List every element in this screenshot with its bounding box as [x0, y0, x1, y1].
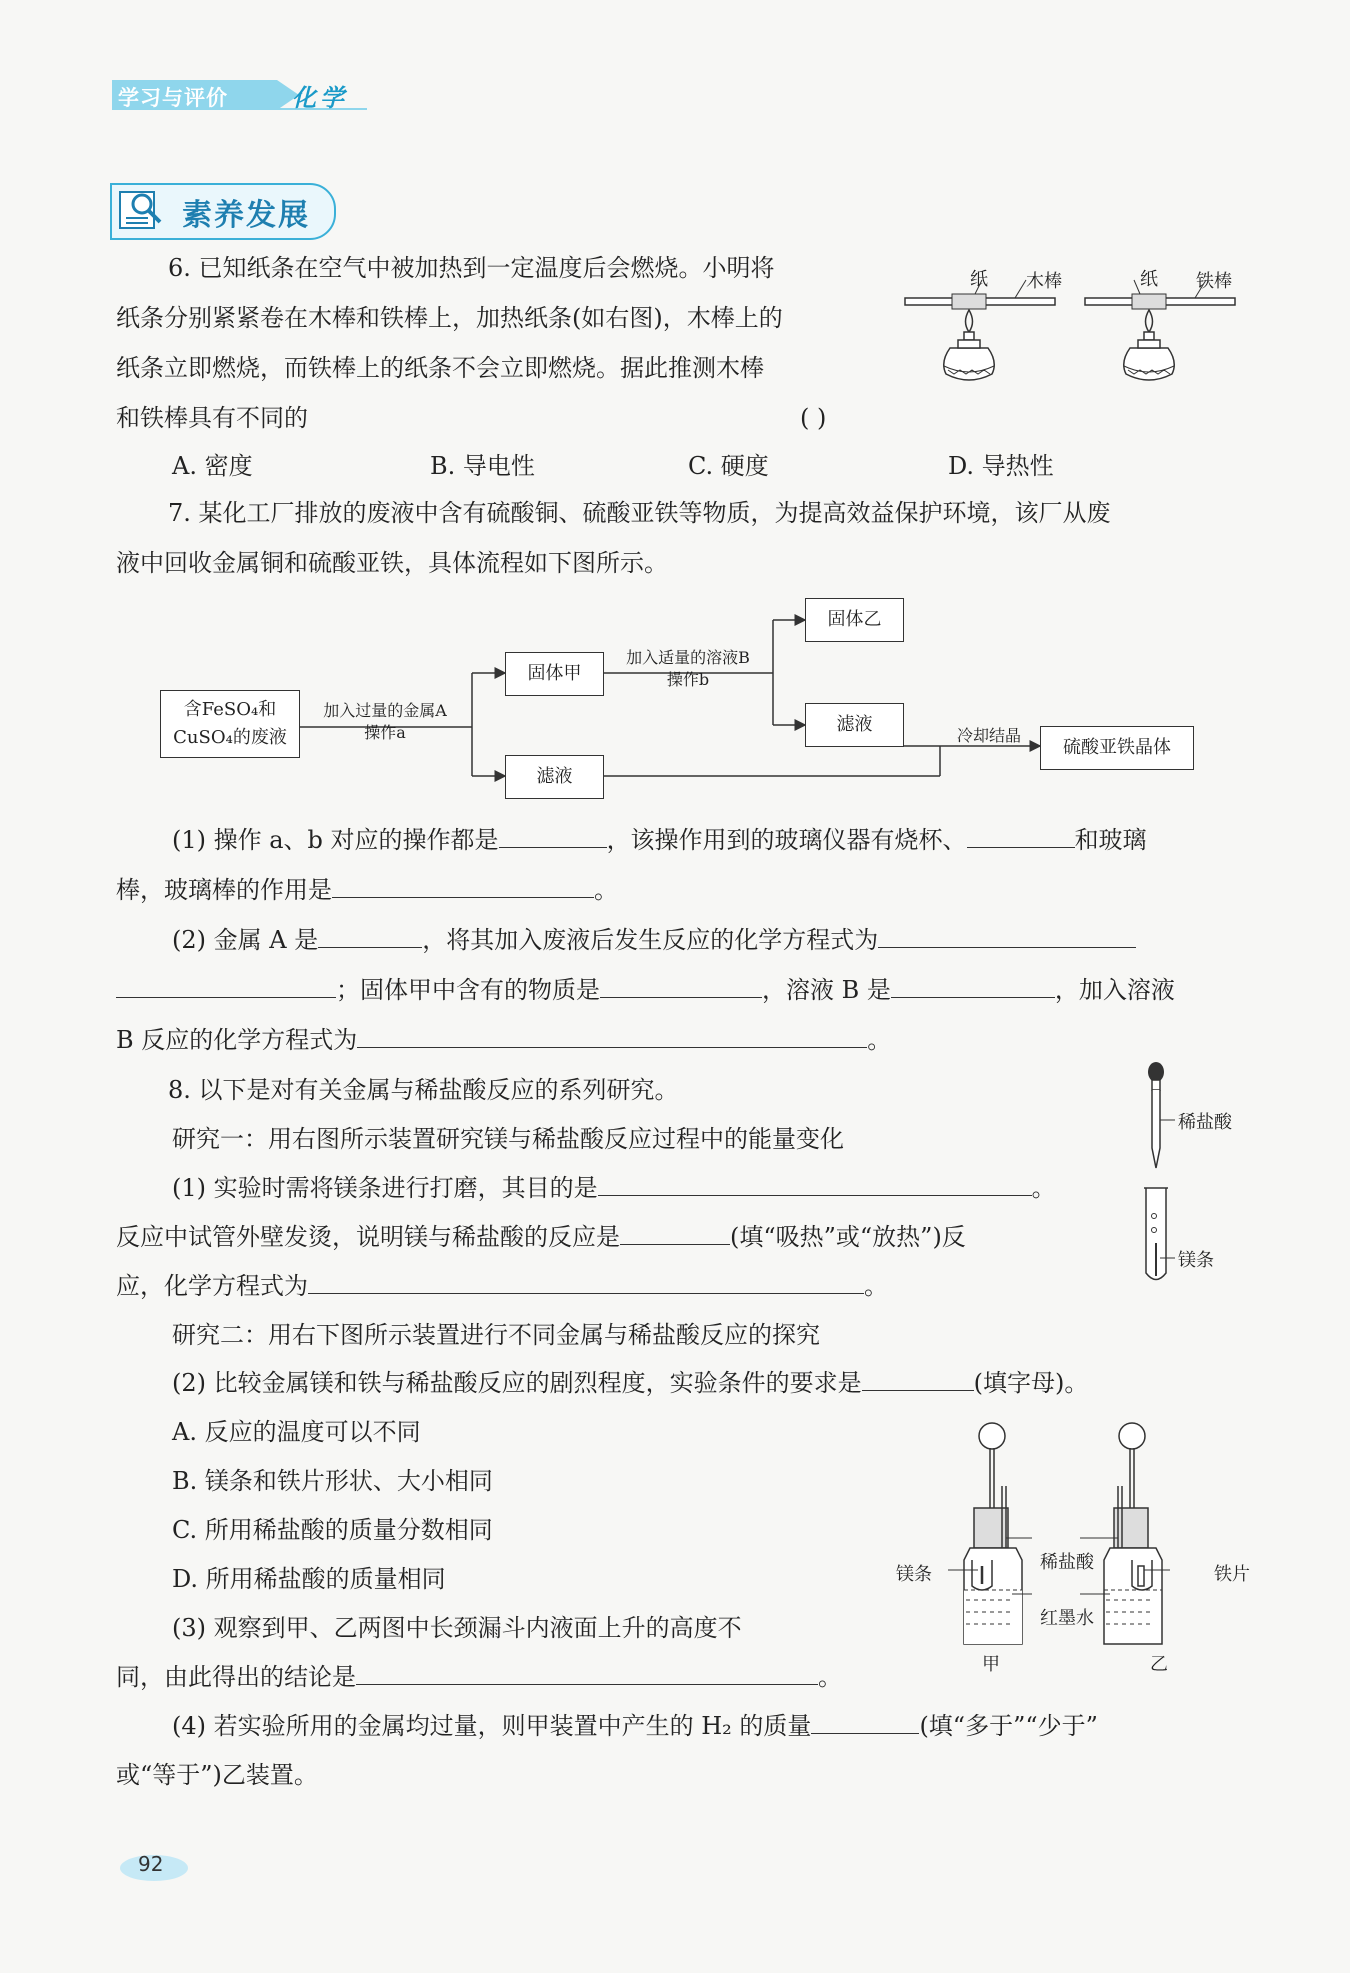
- flow-solid-a-box: 固体甲: [505, 652, 604, 696]
- q8-blank-h2-mass[interactable]: [811, 1713, 919, 1734]
- flow-step1-reagent: 加入过量的金属A: [323, 701, 447, 720]
- flow-product-box: 硫酸亚铁晶体: [1040, 726, 1194, 770]
- q7-part2-line-3: B 反应的化学方程式为 。: [116, 1026, 892, 1054]
- q7-line-2: 液中回收金属铜和硫酸亚铁，具体流程如下图所示。: [116, 549, 668, 577]
- flow-waste-liquid-box: [160, 690, 300, 758]
- q8-part3-line-1: (3) 观察到甲、乙两图中长颈漏斗内液面上升的高度不: [172, 1614, 742, 1642]
- header-title: 学习与评价: [118, 86, 228, 110]
- q8-option-c: C. 所用稀盐酸的质量分数相同: [172, 1516, 493, 1544]
- flow-step2-label: [612, 647, 764, 691]
- q8-fig2-label-a: 甲: [982, 1654, 1000, 1675]
- q7-part1-line-1: (1) 操作 a、b 对应的操作都是 ，该操作用到的玻璃仪器有烧杯、 和玻璃: [172, 826, 1147, 854]
- q6-label-wood-rod: 木棒: [1026, 271, 1062, 292]
- q6-line-4: 和铁棒具有不同的: [116, 404, 308, 432]
- q7-blank-equation-1-end[interactable]: [116, 977, 336, 998]
- q8-fig2-label-ink: 红墨水: [1040, 1608, 1094, 1629]
- flow-step3-label: 冷却结晶: [956, 726, 1021, 745]
- q8-fig2-label-fe: 铁片: [1214, 1564, 1250, 1585]
- q6-option-d: D. 导热性: [948, 452, 1054, 480]
- header-subject: 化学: [292, 83, 348, 112]
- q7-blank-solution-b[interactable]: [891, 977, 1055, 998]
- q8-blank-conclusion[interactable]: [356, 1664, 818, 1685]
- q8-part2-line: (2) 比较金属镁和铁与稀盐酸反应的剧烈程度，实验条件的要求是 (填字母)。: [172, 1369, 1089, 1397]
- flow-step2-reagent: 加入适量的溶液B: [626, 648, 750, 667]
- page-number: 92: [138, 1852, 164, 1876]
- flow-filtrate-1-box: 滤液: [505, 755, 604, 799]
- flask-a: [948, 1423, 1032, 1644]
- q8-part4-line-2: 或“等于”)乙装置。: [116, 1761, 318, 1789]
- q6-line-3: 纸条立即燃烧，而铁棒上的纸条不会立即燃烧。据此推测木棒: [116, 354, 764, 382]
- q7-part1-line-2: 棒，玻璃棒的作用是 。: [116, 876, 618, 904]
- q8-part1-line-2: 反应中试管外壁发烫，说明镁与稀盐酸的反应是 (填“吸热”或“放热”)反: [116, 1223, 966, 1251]
- q6-line-2: 纸条分别紧紧卷在木棒和铁棒上，加热纸条(如右图)，木棒上的: [116, 304, 783, 332]
- q6-option-a: A. 密度: [172, 452, 253, 480]
- q6-answer-bracket: ( ): [800, 404, 827, 432]
- flow-waste-line-1: 含FeSO₄和: [183, 699, 277, 720]
- q6-label-paper-2: 纸: [1140, 269, 1158, 290]
- q8-blank-conditions[interactable]: [862, 1370, 974, 1391]
- q8-part1-line-3: 应，化学方程式为 。: [116, 1272, 888, 1300]
- q6-label-iron-rod: 铁棒: [1196, 271, 1232, 292]
- flow-step1-operation: 操作a: [364, 723, 406, 742]
- q8-fig2-label-acid: 稀盐酸: [1040, 1552, 1094, 1573]
- q6-line-1: 6. 已知纸条在空气中被加热到一定温度后会燃烧。小明将: [168, 254, 775, 282]
- q8-fig1-label-mg: 镁条: [1178, 1250, 1214, 1271]
- flow-solid-b-box: 固体乙: [805, 598, 904, 642]
- q8-part3-line-2: 同，由此得出的结论是 。: [116, 1663, 842, 1691]
- q7-part2-line-2: ；固体甲中含有的物质是 ，溶液 B 是 ，加入溶液: [116, 975, 1175, 1005]
- q6-option-b: B. 导电性: [430, 452, 535, 480]
- q6-option-c: C. 硬度: [688, 452, 769, 480]
- q8-title: 8. 以下是对有关金属与稀盐酸反应的系列研究。: [168, 1076, 679, 1104]
- q7-blank-solid-a-contents[interactable]: [600, 977, 762, 998]
- q8-option-a: A. 反应的温度可以不同: [172, 1418, 421, 1446]
- q8-option-b: B. 镁条和铁片形状、大小相同: [172, 1467, 493, 1495]
- q8-study-1: 研究一：用右图所示装置研究镁与稀盐酸反应过程中的能量变化: [172, 1125, 844, 1153]
- q7-blank-glass-rod-function[interactable]: [332, 877, 594, 898]
- q8-blank-heat-type[interactable]: [620, 1224, 730, 1245]
- q8-part4-line-1: (4) 若实验所用的金属均过量，则甲装置中产生的 H₂ 的质量 (填“多于”“少于”: [172, 1712, 1098, 1740]
- q7-part2-line-1: (2) 金属 A 是 ，将其加入废液后发生反应的化学方程式为: [172, 925, 1136, 955]
- q8-blank-polish-purpose[interactable]: [598, 1175, 1032, 1196]
- q6-label-paper-1: 纸: [970, 269, 988, 290]
- q8-blank-equation-mg[interactable]: [308, 1273, 864, 1294]
- q8-option-d: D. 所用稀盐酸的质量相同: [172, 1565, 446, 1593]
- q8-fig1-label-acid: 稀盐酸: [1178, 1112, 1232, 1133]
- flow-step2-operation: 操作b: [666, 670, 710, 689]
- q8-part1-line-1: (1) 实验时需将镁条进行打磨，其目的是 。: [172, 1174, 1056, 1202]
- q8-fig2-label-mg: 镁条: [896, 1564, 932, 1585]
- q7-blank-metal-a[interactable]: [318, 927, 422, 948]
- q7-blank-glass-instrument[interactable]: [967, 827, 1075, 848]
- flow-step1-label: [310, 700, 460, 744]
- q7-blank-operation[interactable]: [499, 827, 607, 848]
- section-title: 素养发展: [182, 198, 310, 233]
- q8-fig2-label-b: 乙: [1150, 1654, 1168, 1675]
- flow-waste-line-2: CuSO₄的废液: [173, 727, 287, 748]
- flow-filtrate-2-box: 滤液: [805, 703, 904, 747]
- q7-line-1: 7. 某化工厂排放的废液中含有硫酸铜、硫酸亚铁等物质，为提高效益保护环境，该厂从废: [168, 499, 1111, 527]
- q7-blank-equation-1-start[interactable]: [878, 927, 1136, 948]
- q8-study-2: 研究二：用右下图所示装置进行不同金属与稀盐酸反应的探究: [172, 1321, 820, 1349]
- q7-blank-equation-2[interactable]: [357, 1027, 867, 1048]
